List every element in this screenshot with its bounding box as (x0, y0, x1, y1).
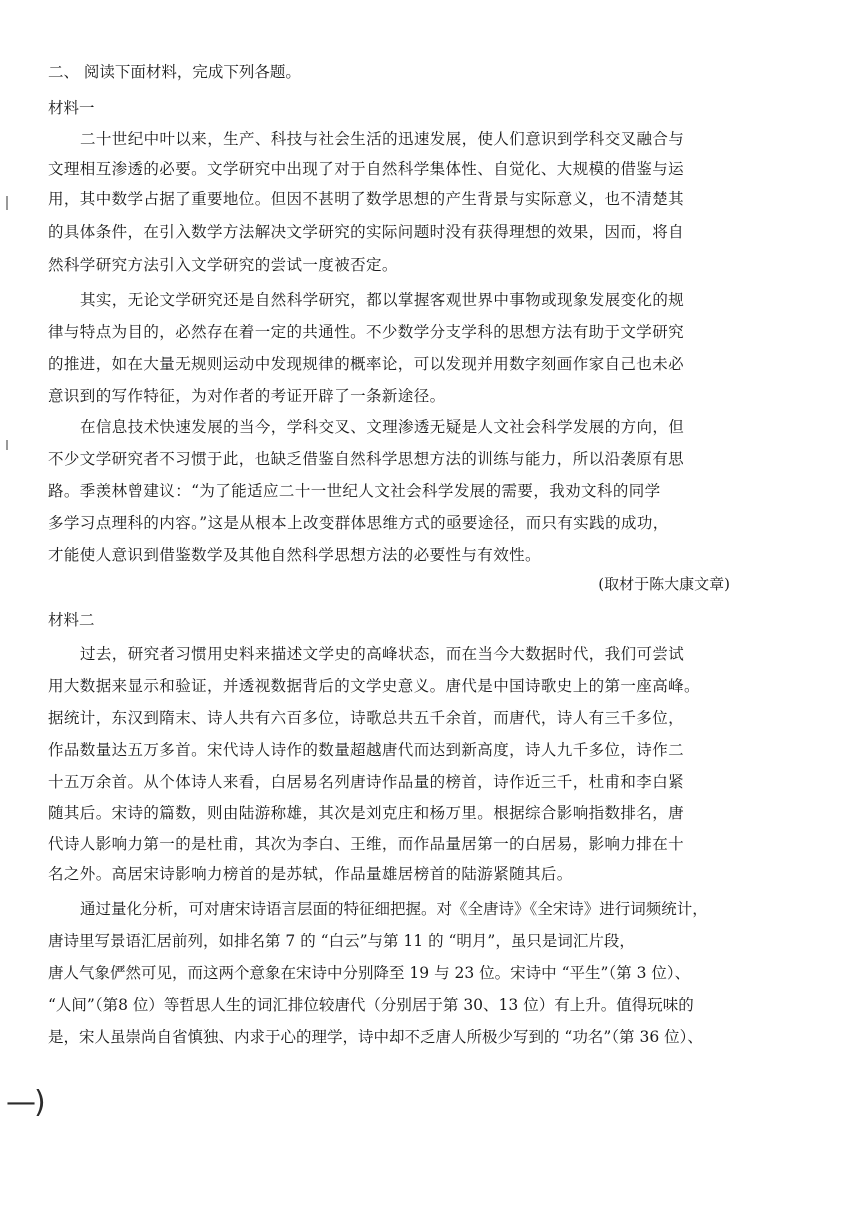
text-line: 据统计，东汉到隋末、诗人共有六百多位，诗歌总共五千余首，而唐代，诗人有三千多位， (48, 709, 685, 727)
text-line: 的具体条件，在引入数学方法解决文学研究的实际问题时没有获得理想的效果，因而，将自 (48, 223, 685, 241)
text-line: 唐诗里写景语汇居前列，如排名第 7 的 “白云”与第 11 的 “明月”，虽只是词汇片段， (48, 932, 635, 950)
text-line: 文理相互渗透的必要。文学研究中出现了对于自然科学集体性、自觉化、大规模的借鉴与运 (48, 160, 685, 178)
text-line: 二十世纪中叶以来，生产、科技与社会生活的迅速发展，使人们意识到学科交叉融合与 (80, 130, 685, 148)
text-line: “人间”（第8 位）等哲思人生的词汇排位较唐代（分别居于第 30、13 位）有上升。值得玩味的 (48, 996, 694, 1014)
text-line: 名之外。高居宋诗影响力榜首的是苏轼，作品量雄居榜首的陆游紧随其后。 (48, 865, 573, 883)
text-line: 多学习点理科的内容。”这是从根本上改变群体思维方式的亟要途径，而只有实践的成功， (48, 514, 669, 532)
text-line: 过去，研究者习惯用史料来描述文学史的高峰状态，而在当今大数据时代，我们可尝试 (80, 645, 685, 663)
scan-edge-mark (6, 196, 8, 210)
material1-heading: 材料一 (48, 99, 95, 117)
text-line: 才能使人意识到借鉴数学及其他自然科学思想方法的必要性与有效性。 (48, 546, 541, 564)
text-line: 用，其中数学占据了重要地位。但因不甚明了数学思想的产生背景与实际意义，也不清楚其 (48, 190, 685, 208)
page-number-mark: —) (6, 1085, 44, 1120)
text-line: 通过量化分析，可对唐宋诗语言层面的特征细把握。对《全唐诗》《全宋诗》进行词频统计， (80, 900, 708, 918)
section-title: 二、 阅读下面材料，完成下列各题。 (48, 63, 301, 81)
text-line: 作品数量达五万多首。宋代诗人诗作的数量超越唐代而达到新高度，诗人九千多位，诗作二 (48, 741, 685, 759)
text-line: 其实，无论文学研究还是自然科学研究，都以掌握客观世界中事物或现象发展变化的规 (80, 291, 685, 309)
text-line: 代诗人影响力第一的是杜甫，其次为李白、王维，而作品量居第一的白居易，影响力排在十 (48, 835, 685, 853)
text-line: 随其后。宋诗的篇数，则由陆游称雄，其次是刘克庄和杨万里。根据综合影响指数排名，唐 (48, 804, 685, 822)
text-line: 然科学研究方法引入文学研究的尝试一度被否定。 (48, 256, 398, 274)
text-line: 用大数据来显示和验证，并透视数据背后的文学史意义。唐代是中国诗歌史上的第一座高峰。 (48, 677, 700, 695)
text-line: 十五万余首。从个体诗人来看，白居易名列唐诗作品量的榜首，诗作近三千，杜甫和李白紧 (48, 773, 685, 791)
text-line: 唐人气象俨然可见，而这两个意象在宋诗中分别降至 19 与 23 位。宋诗中 “平生”（第 3 位）、 (48, 964, 691, 982)
text-line: 律与特点为目的，必然存在着一定的共通性。不少数学分支学科的思想方法有助于文学研究 (48, 323, 685, 341)
text-line: 是，宋人虽崇尚自省慎独、内求于心的理学，诗中却不乏唐人所极少写到的 “功名”（第 36 位）、 (48, 1028, 703, 1046)
source-citation: (取材于陈大康文章) (598, 575, 730, 593)
text-line: 路。季羡林曾建议：“为了能适应二十一世纪人文社会科学发展的需要，我劝文科的同学 (48, 482, 661, 500)
material2-heading: 材料二 (48, 611, 95, 629)
text-line: 在信息技术快速发展的当今，学科交叉、文理渗透无疑是人文社会科学发展的方向，但 (80, 418, 685, 436)
text-line: 的推进，如在大量无规则运动中发现规律的概率论，可以发现并用数字刻画作家自己也未必 (48, 355, 685, 373)
scan-edge-mark (6, 440, 8, 450)
text-line: 不少文学研究者不习惯于此，也缺乏借鉴自然科学思想方法的训练与能力，所以沿袭原有思 (48, 450, 685, 468)
text-line: 意识到的写作特征，为对作者的考证开辟了一条新途径。 (48, 387, 446, 405)
